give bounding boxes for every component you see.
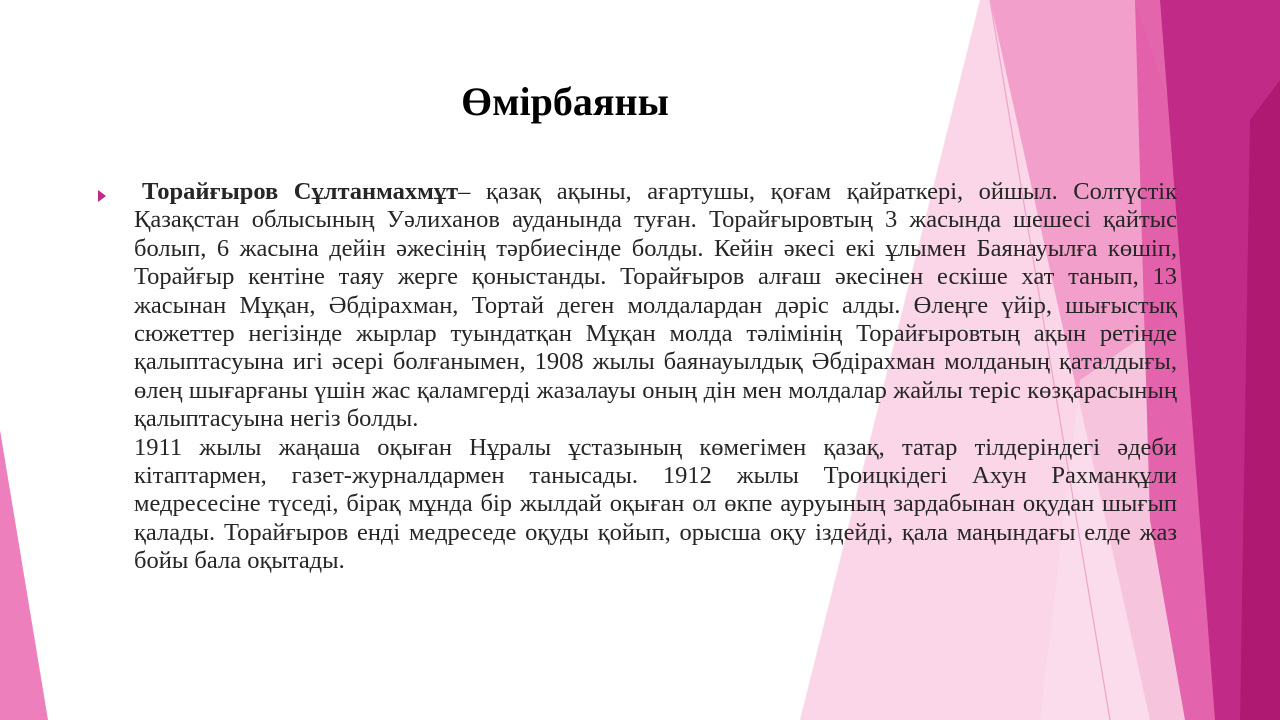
paragraph-1-text: – қазақ ақыны, ағартушы, қоғам қайраткері, ойшыл. Солтүстік Қазақстан облысының Уәлиханов ауданында туған. Торайғыровтың 3 жасында шешесі қайтыс болып, 6 жасына дейін әжесінің тәрбиесінде болды. Кейін әкесі екі ұлымен Баянауылға көшіп, Торайғыр кентіне таяу жерге қоныстанды. Торайғыров алғаш әкесінен ескіше хат танып, 13 жасынан Мұқан, Әбдірахман, Тортай деген молдалардан дәріс алды. Өлеңге үйір, шығыстық сюжеттер негізінде жырлар туындатқан Мұқан молда тәлімінің Торайғыровтың ақын ретінде қалыптасуына игі әсері болғанымен, 1908 жылы баянауылдық Әбдірахман молданың қаталдығы, өлең шығарғаны үшін жас қаламгерді жазалауы оның дін мен молдалар жайлы теріс көзқарасының қалыптасуына негіз болды. bbox=[134, 178, 1177, 433]
paragraph-2: 1911 жылы жаңаша оқыған Нұралы ұстазының көмегімен қазақ, татар тілдеріндегі әдеби кітаптармен, газет-журналдармен танысады. 1912 жылы Троицкідегі Ахун Рахманқұли медресесіне түседі, бірақ мұнда бір жылдай оқыған ол өкпе ауруының зардабынан оқудан шығып қалады. Торайғыров енді медреседе оқуды қойып, орысша оқу іздейді, қала маңындағы елде жаз бойы бала оқытады. bbox=[134, 433, 1177, 575]
left-pink-shape bbox=[0, 430, 48, 720]
paragraph-1 bbox=[134, 178, 1177, 434]
bullet-arrow-icon bbox=[98, 190, 106, 202]
slide-title: Өмірбаяны bbox=[461, 79, 669, 124]
body-text bbox=[134, 178, 1177, 576]
paragraph-lead: Торайғыров Сұлтанмахмұт bbox=[142, 178, 459, 205]
